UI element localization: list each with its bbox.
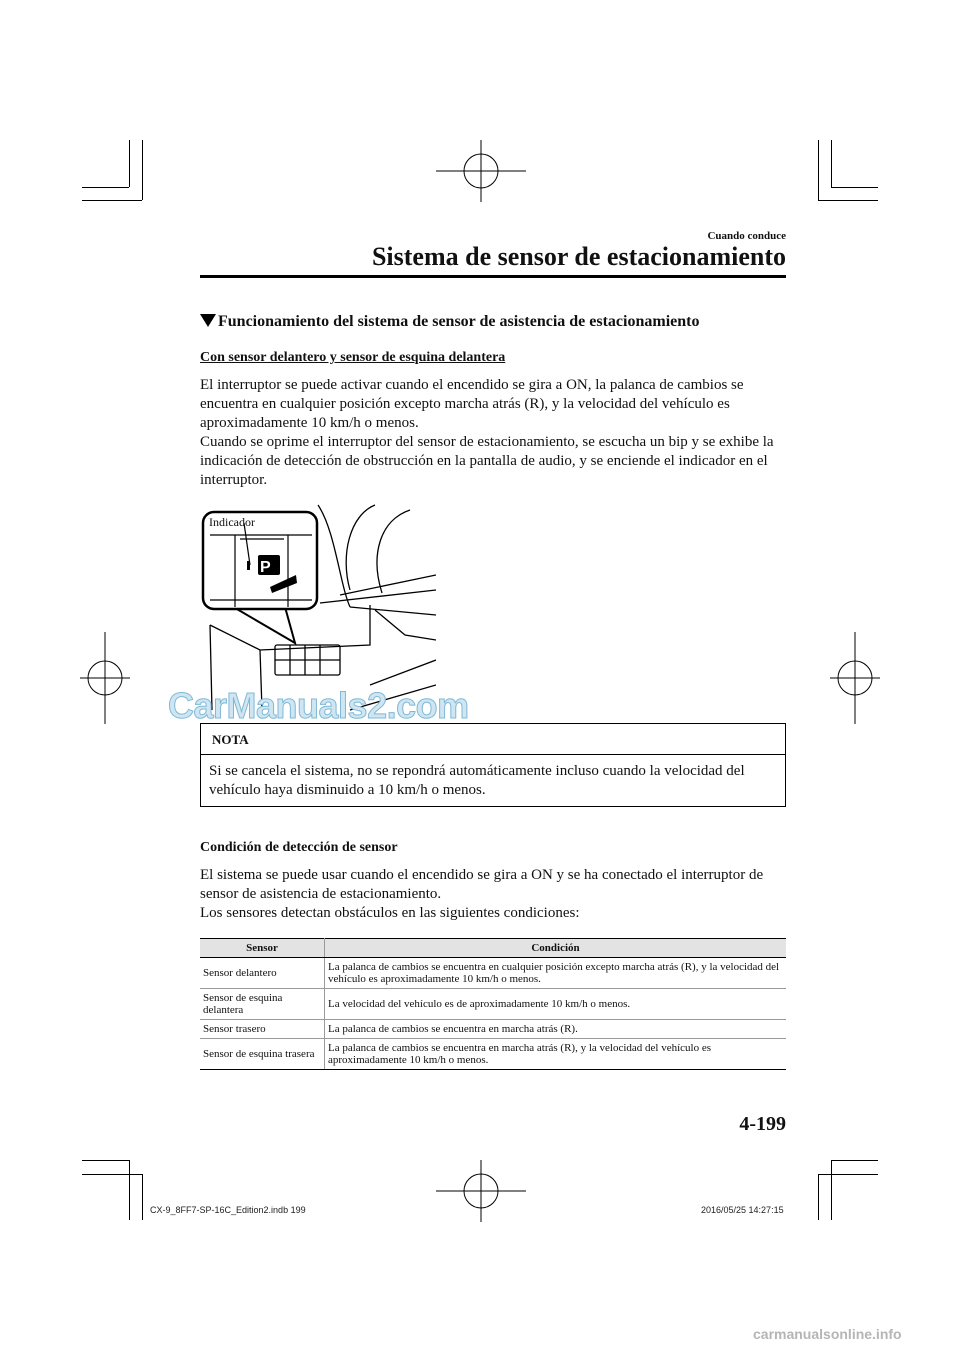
- section-subheading: Con sensor delantero y sensor de esquina delantera: [200, 350, 506, 365]
- table-row: [200, 958, 786, 989]
- table-cell: La palanca de cambios se encuentra en marcha atrás (R), y la velocidad del vehículo es aproximadamente 10 km/h o menos.: [325, 1039, 787, 1070]
- registration-mark-bottom: [436, 1160, 526, 1222]
- paragraph: El interruptor se puede activar cuando el encendido se gira a ON, la palanca de cambios se encuentra en cualquier posición excepto marcha atrás (R), y la velocidad del vehículo es aproximadamente 10 km/h o menos.: [200, 377, 744, 431]
- table-cell: Sensor delantero: [200, 958, 325, 989]
- column-header-condition: Condición: [325, 939, 787, 958]
- column-header-sensor: Sensor: [200, 939, 325, 958]
- table-cell: La palanca de cambios se encuentra en cualquier posición excepto marcha atrás (R), y la velocidad del vehículo es aproximadamente 10 km/h o menos.: [325, 958, 787, 989]
- paragraph: El sistema se puede usar cuando el encendido se gira a ON y se ha conectado el interruptor de sensor de asistencia de estacionamiento.: [200, 867, 764, 902]
- page-title: Sistema de sensor de estacionamiento: [371, 242, 786, 271]
- watermark-carmanualsonline: carmanualsonline.info: [753, 1326, 902, 1342]
- watermark-carmanuals2: CarManuals2.com: [168, 685, 469, 726]
- note-title: NOTA: [212, 732, 249, 747]
- sensor-condition-table: [200, 938, 786, 1070]
- page-number: 4-199: [739, 1113, 786, 1135]
- table-row: [200, 989, 786, 1020]
- note-box: [200, 723, 786, 807]
- registration-mark-top: [436, 140, 526, 202]
- section-heading: [200, 313, 699, 331]
- table-cell: Sensor de esquina delantera: [200, 989, 325, 1020]
- table-cell: Sensor trasero: [200, 1020, 325, 1039]
- table-header-row: [200, 939, 786, 958]
- indicator-label: Indicador: [209, 515, 255, 529]
- registration-mark-right: [830, 632, 880, 724]
- table-cell: Sensor de esquina trasera: [200, 1039, 325, 1070]
- table-cell: La palanca de cambios se encuentra en marcha atrás (R).: [325, 1020, 787, 1039]
- table-row: [200, 1020, 786, 1039]
- registration-mark-left: [80, 632, 130, 724]
- note-divider: [201, 754, 785, 755]
- parking-switch-symbol: P: [260, 559, 271, 576]
- section-body: [200, 376, 790, 490]
- note-text: Si se cancela el sistema, no se repondrá automáticamente incluso cuando la velocidad del vehículo haya disminuido a 10 km/h o menos.: [209, 763, 745, 798]
- paragraph: Los sensores detectan obstáculos en las siguientes condiciones:: [200, 905, 580, 921]
- footer-timestamp: 2016/05/25 14:27:15: [701, 1205, 784, 1215]
- triangle-down-icon: [200, 314, 216, 327]
- chapter-label: Cuando conduce: [707, 230, 786, 242]
- table-row: [200, 1039, 786, 1070]
- header-rule: [200, 275, 786, 278]
- section-heading-text: Funcionamiento del sistema de sensor de asistencia de estacionamiento: [218, 313, 700, 330]
- paragraph: Cuando se oprime el interruptor del sensor de estacionamiento, se escucha un bip y se exhibe la indicación de detección de obstrucción en la pantalla de audio, y se enciende el indicador en el interruptor.: [200, 434, 774, 488]
- footer-filename: CX-9_8FF7-SP-16C_Edition2.indb 199: [150, 1205, 306, 1215]
- detection-heading: Condición de detección de sensor: [200, 840, 398, 855]
- table-cell: La velocidad del vehículo es de aproximadamente 10 km/h o menos.: [325, 989, 787, 1020]
- detection-body: [200, 866, 790, 923]
